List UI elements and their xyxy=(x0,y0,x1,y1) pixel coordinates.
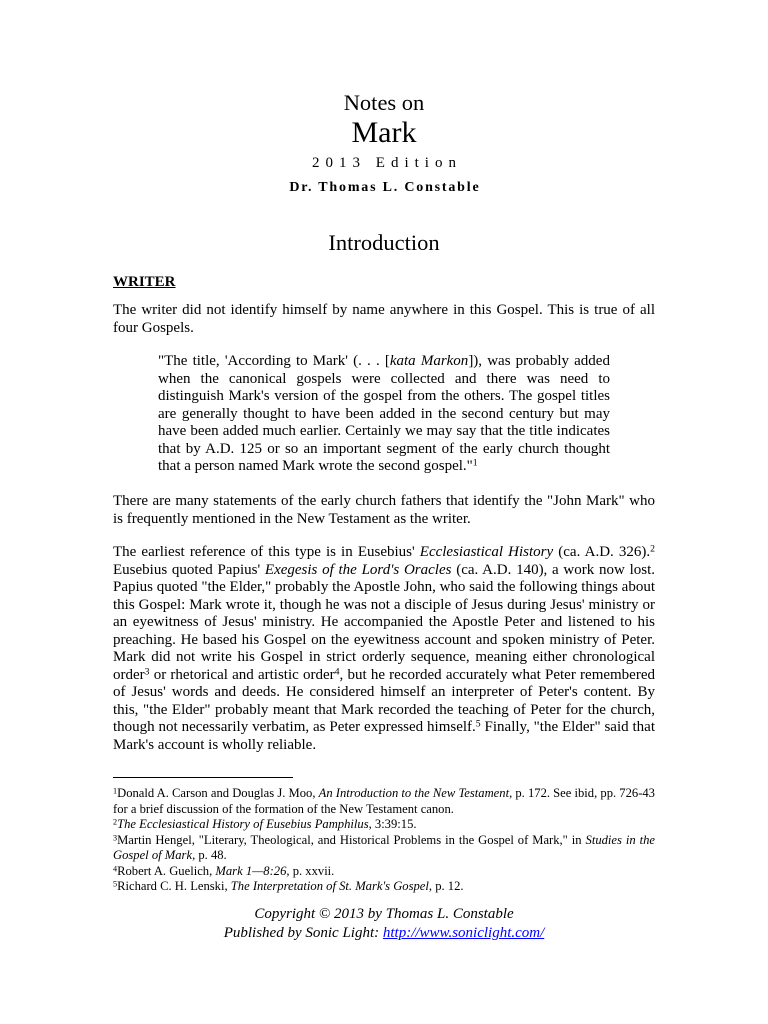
footnote-5 xyxy=(113,879,655,895)
footnote-italic-title: The Ecclesiastical History of Eusebius Pamphilus xyxy=(117,817,369,831)
footnote-text: Richard C. H. Lenski, xyxy=(117,879,231,893)
document-title: Mark xyxy=(351,116,417,149)
footnote-number: 3 xyxy=(113,832,118,842)
paragraph-text: Finally, "the Elder" said that Mark's account is wholly reliable. xyxy=(113,719,655,753)
paragraph-text: or rhetorical and artistic order xyxy=(149,666,335,683)
footnote-number: 5 xyxy=(113,879,118,889)
italic-book-title: Ecclesiastical History xyxy=(419,544,554,560)
paragraph-text: Eusebius quoted Papius' xyxy=(113,561,265,578)
footnote-italic-title: An Introduction to the New Testament xyxy=(318,786,510,800)
footnote-ref-3: 3 xyxy=(144,666,150,678)
paragraph-writer-identity: The writer did not identify himself by name anywhere in this Gospel. This is true of all four Gospels. xyxy=(113,302,655,336)
footnote-4 xyxy=(113,864,655,880)
document-kicker: Notes on xyxy=(343,90,425,115)
footnote-italic-title: The Interpretation of St. Mark's Gospel xyxy=(230,879,429,893)
footnote-number: 4 xyxy=(113,863,118,873)
footnote-number: 1 xyxy=(113,786,118,796)
footnote-italic-title: Mark 1—8:26 xyxy=(215,863,287,878)
footnote-text: , p. xxvii. xyxy=(286,863,335,878)
footnote-ref-5: 5 xyxy=(475,718,481,730)
subsection-heading: WRITER xyxy=(113,274,176,290)
footnote-ref-4: 4 xyxy=(334,666,340,678)
footnote-text: Martin Hengel, "Literary, Theological, and Historical Problems in the Gospel of Mark," in xyxy=(117,832,586,847)
footnote-ref-1: 1 xyxy=(472,457,478,469)
footnote-text: , 3:39:15. xyxy=(368,817,417,831)
footnote-separator xyxy=(113,777,293,778)
footnote-text: , p. 172. See ibid, pp. 726-43 for a brief discussion of the formation of the New Testament canon. xyxy=(113,786,655,816)
paragraph-earliest-reference xyxy=(113,544,655,754)
quote-italic-term: kata Markon xyxy=(389,353,469,369)
footnote-3 xyxy=(113,833,655,864)
quote-text: "The title, 'According to Mark' (. . . [ xyxy=(158,353,390,369)
publisher-website-link[interactable]: http://www.soniclight.com/ xyxy=(382,925,545,941)
publisher-line xyxy=(113,924,655,943)
paragraph-text: (ca. A.D. 326). xyxy=(553,544,651,560)
author-name: Dr. Thomas L. Constable xyxy=(289,180,481,195)
footnote-text: Robert A. Guelich, xyxy=(117,863,216,878)
footnote-text: Donald A. Carson and Douglas J. Moo, xyxy=(117,786,319,800)
edition-label: 2013 Edition xyxy=(312,155,462,171)
footnote-text: , p. 12. xyxy=(428,879,464,893)
footnote-number: 2 xyxy=(113,817,118,827)
footnote-text: , p. 48. xyxy=(192,848,227,862)
footnote-1 xyxy=(113,786,655,817)
paragraph-text: , but he recorded accurately what Peter remembered of Jesus' words and deeds. He considered himself an interpreter of Peter's content. By this, "the Elder" probably meant that Mark recorded the teaching of Peter for the church, though not necessarily verbatim, as Peter expressed himself. xyxy=(113,666,655,735)
block-quote xyxy=(158,353,610,476)
copyright-notice: Copyright © 2013 by Thomas L. Constable xyxy=(254,906,514,922)
footnotes xyxy=(113,786,655,895)
page-footer xyxy=(113,905,655,943)
paragraph-text: The earliest reference of this type is in Eusebius' xyxy=(113,544,420,560)
footnote-2 xyxy=(113,817,655,833)
section-title: Introduction xyxy=(328,230,440,255)
italic-book-title: Exegesis of the Lord's Oracles xyxy=(264,561,452,578)
paragraph-church-fathers: There are many statements of the early church fathers that identify the "John Mark" who is frequently mentioned in the New Testament as the writer. xyxy=(113,493,655,527)
quote-text: ]), was probably added when the canonical gospels were collected and there was need to distinguish Mark's version of the gospel from the others. The gospel titles are generally thought to have been added in the second century but may have been added much earlier. Certainly we may say that the title indicates that by A.D. 125 or so an important segment of the early church thought that a person named Mark wrote the second gospel." xyxy=(158,353,610,474)
footnote-ref-2: 2 xyxy=(650,543,655,555)
publisher-label: Published by Sonic Light: xyxy=(223,925,383,941)
footnote-italic-title: Studies in the Gospel of Mark xyxy=(113,832,656,862)
paragraph-text: (ca. A.D. 140), a work now lost. Papius quoted "the Elder," probably the Apostle John, who said the following things about this Gospel: Mark wrote it, though he was not a disciple of Jesus during Jesus' ministry or an eyewitness of Jesus' ministry. He accompanied the Apostle Peter and listened to his preaching. He based his Gospel on the eyewitness account and spoken ministry of Peter. Mark did not write his Gospel in strict orderly sequence, meaning either chronological order xyxy=(113,561,655,683)
